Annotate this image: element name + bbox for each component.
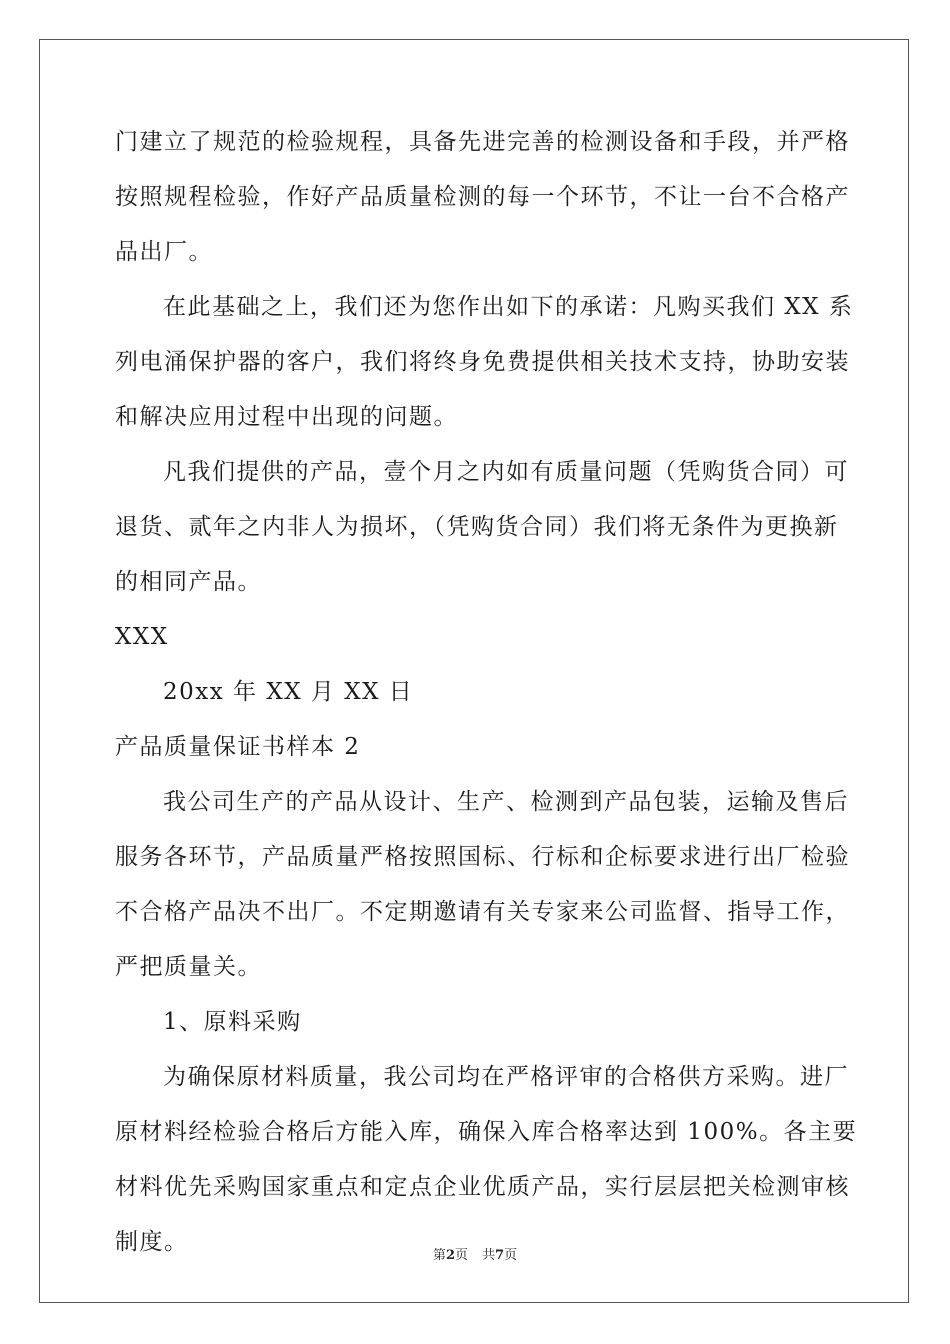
current-page: 2: [445, 1248, 455, 1263]
page-footer: [0, 1244, 950, 1263]
paragraph-line: 按照规程检验，作好产品质量检测的每一个环节，不让一台不合格产: [115, 184, 850, 210]
paragraph-line: 退货、贰年之内非人为损坏，（凭购货合同）我们将无条件为更换新: [115, 514, 839, 540]
page-number: [433, 1244, 468, 1263]
total-prefix: 共: [482, 1248, 496, 1263]
paragraph-line: 服务各环节，产品质量严格按照国标、行标和企标要求进行出厂检验: [115, 844, 850, 870]
paragraph-line: 和解决应用过程中出现的问题。: [115, 404, 458, 430]
signature-name: XXX: [115, 624, 169, 650]
paragraph-line: 的相同产品。: [115, 569, 262, 595]
paragraph-line: 在此基础之上，我们还为您作出如下的承诺：凡购买我们 XX 系: [163, 294, 854, 320]
paragraph-line: 原材料经检验合格后方能入库，确保入库合格率达到 100%。各主要: [115, 1119, 858, 1145]
total-suffix: 页: [504, 1248, 518, 1263]
paragraph-line: 严把质量关。: [115, 954, 262, 980]
paragraph-line: 为确保原材料质量，我公司均在严格评审的合格供方采购。进厂: [163, 1064, 849, 1090]
paragraph-line: 不合格产品决不出厂。不定期邀请有关专家来公司监督、指导工作，: [115, 899, 850, 925]
paragraph-line: 品出厂。: [115, 239, 213, 265]
paragraph-line: 凡我们提供的产品，壹个月之内如有质量问题（凭购货合同）可: [163, 459, 849, 485]
page-border: [39, 39, 909, 1303]
total-pages: [482, 1244, 517, 1263]
paragraph-line: 材料优先采购国家重点和定点企业优质产品，实行层层把关检测审核: [115, 1174, 850, 1200]
section-title: 产品质量保证书样本 2: [115, 734, 361, 760]
signature-date: 20xx 年 XX 月 XX 日: [163, 679, 414, 705]
paragraph-line: 我公司生产的产品从设计、生产、检测到产品包装，运输及售后: [163, 789, 849, 815]
paragraph-line: 列电涌保护器的客户，我们将终身免费提供相关技术支持，协助安装: [115, 349, 850, 375]
total-count: 7: [495, 1248, 505, 1263]
page-suffix: 页: [454, 1248, 468, 1263]
paragraph-line: 门建立了规范的检验规程，具备先进完善的检测设备和手段，并严格: [115, 129, 850, 155]
subsection-heading: 1、原料采购: [163, 1009, 302, 1035]
paragraph-line: 制度。: [115, 1229, 189, 1255]
page-prefix: 第: [432, 1248, 446, 1263]
